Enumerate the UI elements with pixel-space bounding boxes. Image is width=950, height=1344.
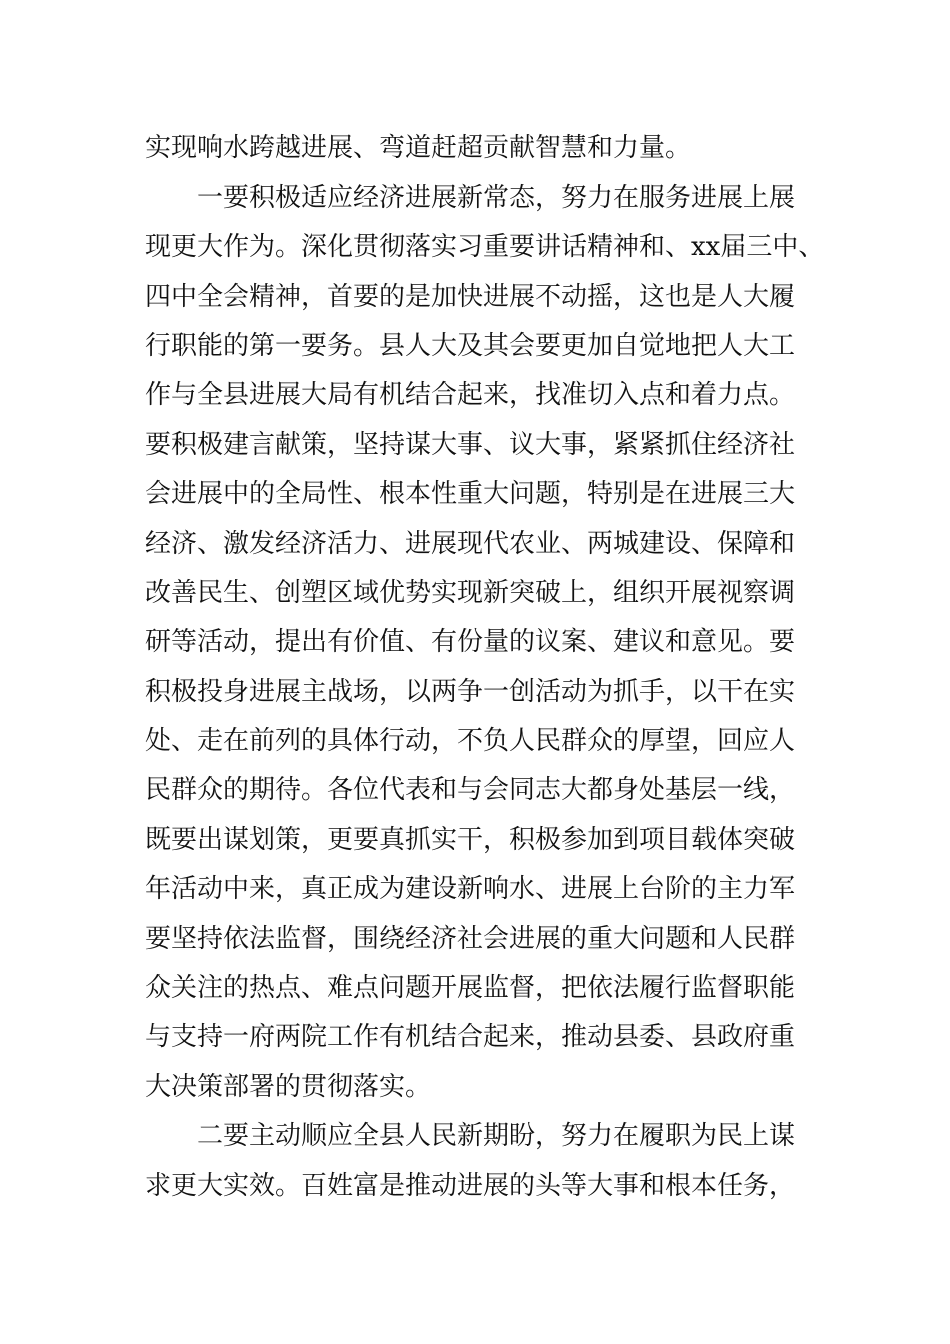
text-line-18: 众关注的热点、难点问题开展监督，把依法履行监督职能 [145, 973, 796, 1003]
text-line-19: 与支持一府两院工作有机结合起来，推动县委、县政府重 [145, 1022, 796, 1052]
text-line-17: 要坚持依法监督，围绕经济社会进展的重大问题和人民群 [145, 924, 796, 954]
text-line-21: 二要主动顺应全县人民新期盼，努力在履职为民上谋 [197, 1121, 796, 1151]
text-line-9: 经济、激发经济活力、进展现代农业、两城建设、保障和 [145, 529, 796, 559]
text-line-13: 处、走在前列的具体行动，不负人民群众的厚望，回应人 [145, 726, 796, 756]
text-line-20: 大决策部署的贯彻落实。 [145, 1072, 432, 1102]
text-line-4: 四中全会精神，首要的是加快进展不动摇，这也是人大履 [145, 282, 796, 312]
text-line-7: 要积极建言献策，坚持谋大事、议大事，紧紧抓住经济社 [145, 430, 796, 460]
text-line-16: 年活动中来，真正成为建设新响水、进展上台阶的主力军 [145, 874, 796, 904]
text-line-14: 民群众的期待。各位代表和与会同志大都身处基层一线， [145, 775, 796, 805]
text-line-5: 行职能的第一要务。县人大及其会要更加自觉地把人大工 [145, 331, 796, 361]
text-line-15: 既要出谋划策，更要真抓实干，积极参加到项目载体突破 [145, 825, 796, 855]
text-line-8: 会进展中的全局性、根本性重大问题，特别是在进展三大 [145, 479, 796, 509]
text-line-11: 研等活动，提出有价值、有份量的议案、建议和意见。要 [145, 627, 796, 657]
text-line-2: 一要积极适应经济进展新常态，努力在服务进展上展 [197, 183, 796, 213]
text-line-6: 作与全县进展大局有机结合起来，找准切入点和着力点。 [145, 380, 796, 410]
text-line-10: 改善民生、创塑区域优势实现新突破上，组织开展视察调 [145, 578, 796, 608]
text-line-3: 现更大作为。深化贯彻落实习重要讲话精神和、xx届三中、 [145, 232, 825, 262]
text-line-1: 实现响水跨越进展、弯道赶超贡献智慧和力量。 [145, 133, 692, 163]
text-line-12: 积极投身进展主战场，以两争一创活动为抓手，以干在实 [145, 677, 796, 707]
text-line-22: 求更大实效。百姓富是推动进展的头等大事和根本任务， [145, 1171, 796, 1201]
